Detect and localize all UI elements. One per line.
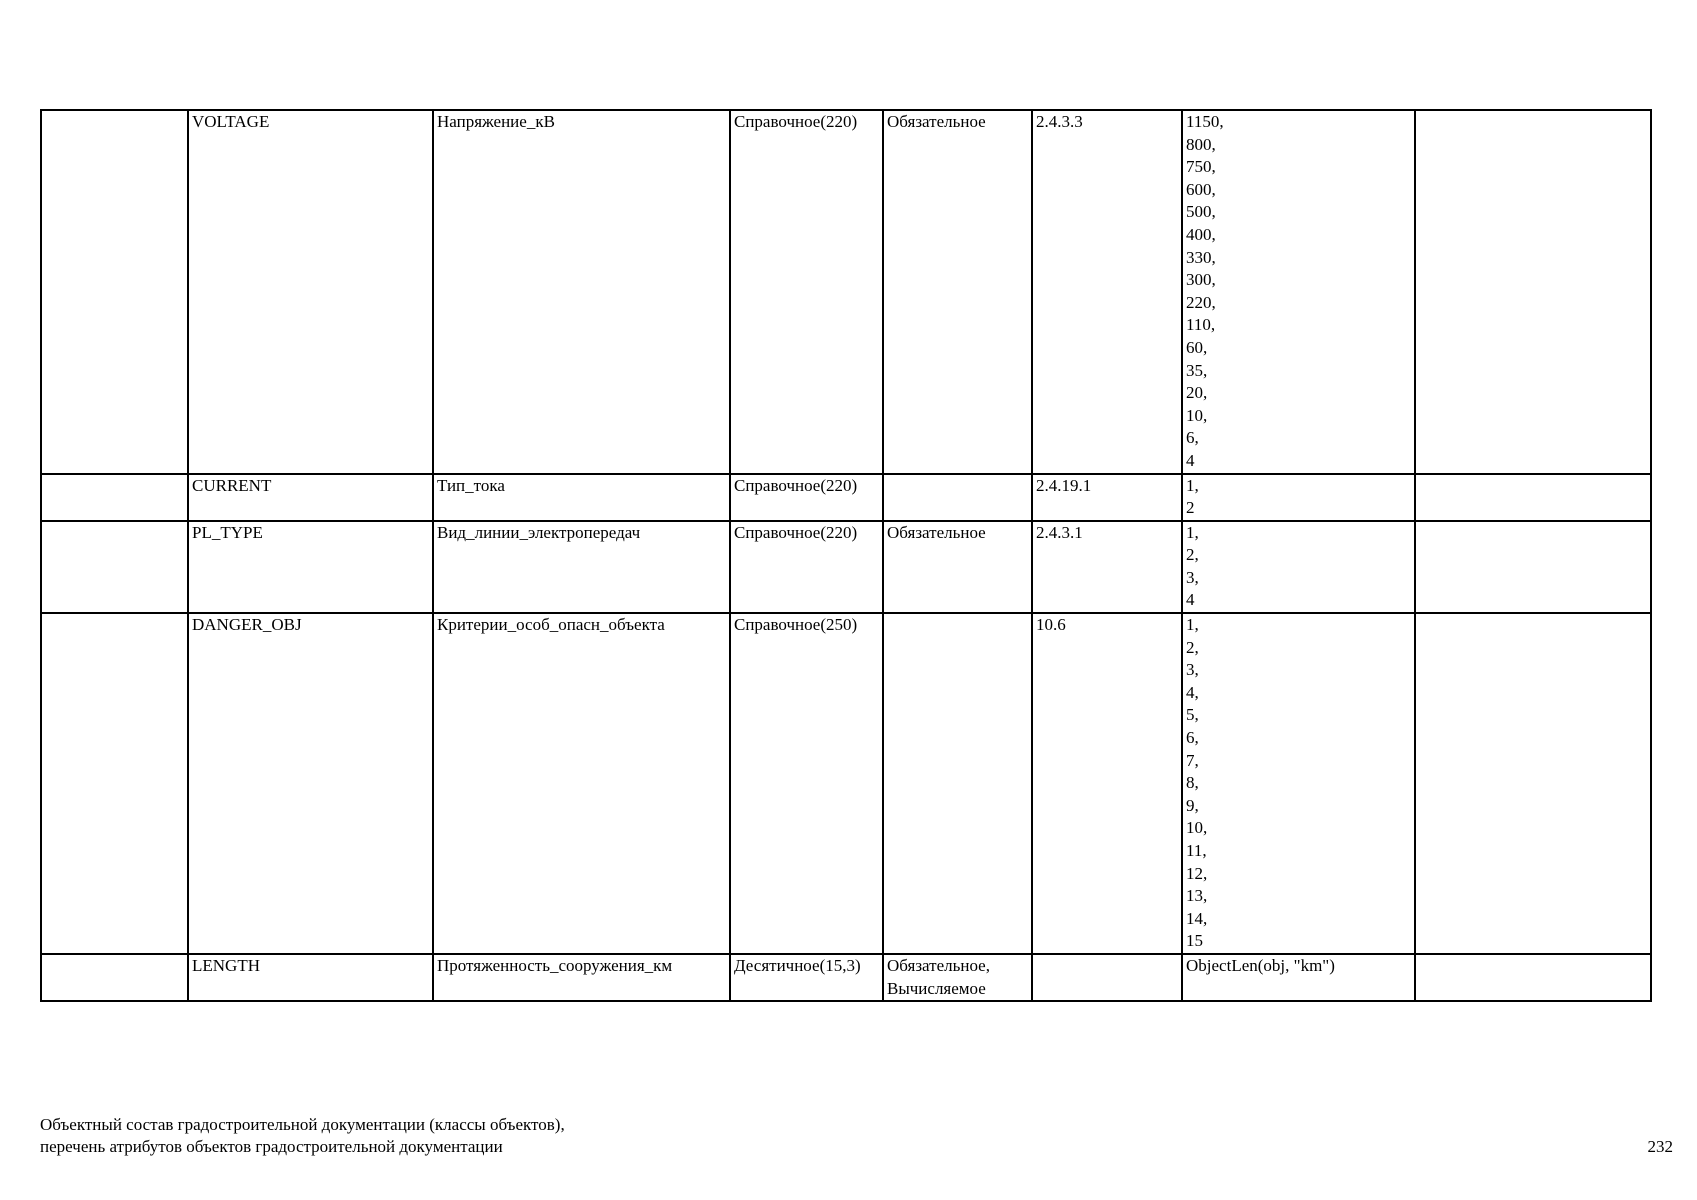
attribute-values-cell (1182, 521, 1415, 613)
group-cell (41, 110, 188, 474)
attribute-values-cell-line: 2 (1186, 498, 1195, 518)
attribute-note-cell (1415, 110, 1651, 474)
attribute-values-cell-line: 2, (1186, 545, 1199, 565)
attribute-reference-cell: 10.6 (1032, 613, 1182, 954)
attribute-values-cell-line: 800, (1186, 134, 1216, 154)
attribute-values-cell-line: 4, (1186, 682, 1199, 702)
attribute-values-cell-line: 500, (1186, 202, 1216, 222)
attributes-table-body (41, 110, 1651, 1001)
attributes-table (40, 109, 1652, 1002)
attribute-name-cell: VOLTAGE (188, 110, 433, 474)
attribute-note-cell (1415, 521, 1651, 613)
attribute-values-cell (1182, 110, 1415, 474)
attribute-values-cell-line: 2, (1186, 637, 1199, 657)
attribute-requirement-cell (883, 521, 1032, 613)
page-number: 232 (1647, 1137, 1673, 1156)
attribute-values-cell (1182, 613, 1415, 954)
attribute-values-cell-line: 11, (1186, 841, 1207, 860)
attribute-alias-cell: Протяженность_сооружения_км (433, 954, 730, 1001)
attribute-values-cell-line: 4 (1186, 450, 1195, 470)
attribute-values-cell-line: 20, (1186, 383, 1208, 403)
attribute-values-cell-line: 1150, (1186, 112, 1224, 131)
attribute-values-cell-line: 9, (1186, 795, 1199, 815)
attribute-name-cell: CURRENT (188, 474, 433, 521)
attribute-alias-cell: Вид_линии_электропередач (433, 521, 730, 613)
attribute-values-cell-line: 10, (1186, 405, 1208, 425)
attribute-values-cell-line: 300, (1186, 270, 1216, 290)
attribute-note-cell (1415, 613, 1651, 954)
attribute-values-cell-line: 3, (1186, 567, 1199, 587)
attribute-values-cell-line: 330, (1186, 247, 1216, 267)
table-row (41, 474, 1651, 521)
table-row (41, 521, 1651, 613)
attribute-values-cell-line: 10, (1186, 818, 1208, 838)
attribute-values-cell-line: 600, (1186, 179, 1216, 199)
attribute-reference-cell (1032, 954, 1182, 1001)
attribute-values-cell (1182, 474, 1415, 521)
attribute-values-cell-line: 1, (1186, 522, 1199, 542)
attribute-values-cell-line: 110, (1186, 315, 1216, 335)
attribute-values-cell (1182, 954, 1415, 1001)
attribute-values-cell-line: 12, (1186, 863, 1208, 883)
attribute-values-cell-line: 7, (1186, 750, 1199, 770)
attribute-requirement-cell-line: Обязательное (887, 112, 986, 131)
group-cell (41, 954, 188, 1001)
attribute-values-cell-line: 400, (1186, 224, 1216, 244)
attribute-requirement-cell-line: Обязательное, (887, 955, 990, 975)
attribute-values-cell-line: 4 (1186, 590, 1195, 610)
attribute-values-cell-line: 6, (1186, 728, 1199, 748)
table-row (41, 613, 1651, 954)
attribute-reference-cell: 2.4.3.3 (1032, 110, 1182, 474)
attribute-requirement-cell (883, 613, 1032, 954)
attribute-name-cell: LENGTH (188, 954, 433, 1001)
attribute-values-cell-line: 13, (1186, 886, 1208, 906)
footer-line-2: перечень атрибутов объектов градостроительной документации (40, 1137, 503, 1156)
attribute-reference-cell: 2.4.19.1 (1032, 474, 1182, 521)
attribute-alias-cell: Критерии_особ_опасн_объекта (433, 613, 730, 954)
attribute-values-cell-line: 1, (1186, 615, 1199, 635)
footer-line-1: Объектный состав градостроительной документации (классы объектов), (40, 1115, 565, 1134)
attribute-reference-cell: 2.4.3.1 (1032, 521, 1182, 613)
group-cell (41, 613, 188, 954)
attribute-values-cell-line: 6, (1186, 428, 1199, 448)
attribute-values-cell-line: 1, (1186, 475, 1199, 495)
attribute-type-cell: Справочное(220) (730, 110, 883, 474)
table-row (41, 110, 1651, 474)
table-row (41, 954, 1651, 1001)
attribute-name-cell: DANGER_OBJ (188, 613, 433, 954)
attribute-values-cell-line: 15 (1186, 931, 1203, 951)
attribute-values-cell-line: 750, (1186, 157, 1216, 177)
attribute-alias-cell: Напряжение_кВ (433, 110, 730, 474)
attribute-values-cell-line: 35, (1186, 360, 1208, 380)
attribute-values-cell-line: 3, (1186, 660, 1199, 680)
attribute-values-cell-line: 14, (1186, 908, 1208, 928)
attribute-values-cell-line: 220, (1186, 292, 1216, 312)
attribute-type-cell: Справочное(220) (730, 521, 883, 613)
attribute-name-cell: PL_TYPE (188, 521, 433, 613)
attribute-requirement-cell (883, 110, 1032, 474)
attribute-type-cell: Десятичное(15,3) (730, 954, 883, 1001)
attribute-requirement-cell (883, 954, 1032, 1001)
attribute-type-cell: Справочное(220) (730, 474, 883, 521)
attribute-requirement-cell (883, 474, 1032, 521)
attribute-type-cell: Справочное(250) (730, 613, 883, 954)
group-cell (41, 474, 188, 521)
attribute-note-cell (1415, 954, 1651, 1001)
document-footer (40, 1114, 565, 1158)
group-cell (41, 521, 188, 613)
attribute-values-cell-line: 8, (1186, 773, 1199, 793)
attribute-values-cell-line: ObjectLen(obj, "km") (1186, 955, 1335, 975)
attribute-alias-cell: Тип_тока (433, 474, 730, 521)
attribute-requirement-cell-line: Обязательное (887, 522, 986, 542)
attribute-values-cell-line: 5, (1186, 705, 1199, 725)
attribute-requirement-cell-line: Вычисляемое (887, 978, 986, 998)
attribute-note-cell (1415, 474, 1651, 521)
attribute-values-cell-line: 60, (1186, 337, 1208, 357)
